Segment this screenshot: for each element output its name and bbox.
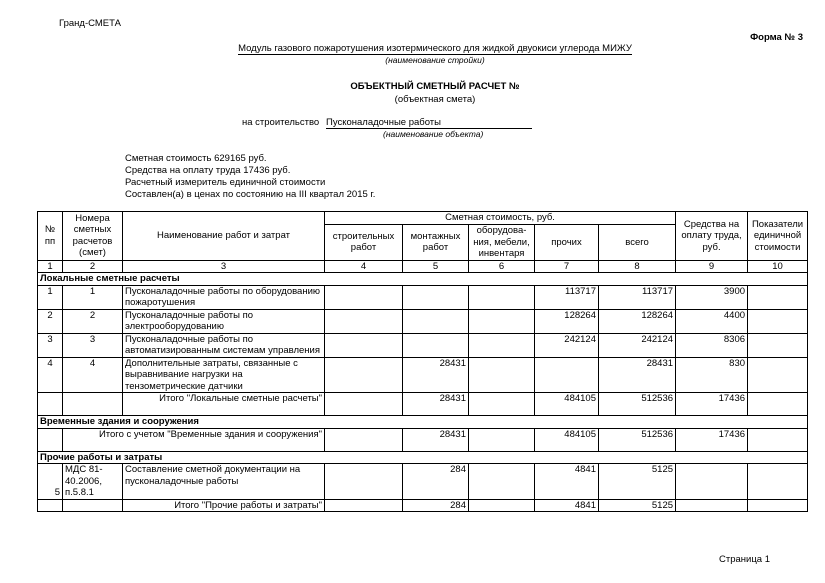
cell-estimate: 2 — [63, 309, 123, 333]
col-number: 2 — [63, 260, 123, 273]
cell-equipment — [469, 333, 535, 357]
cell-wages: 830 — [676, 357, 748, 393]
total-other: 484105 — [535, 428, 599, 451]
object-name: Пусконаладочные работы — [326, 117, 532, 129]
construction-caption: (наименование стройки) — [385, 55, 485, 65]
cell-construction — [325, 333, 403, 357]
cell-installation — [403, 333, 469, 357]
object-caption: (наименование объекта) — [383, 129, 484, 139]
cell-equipment — [469, 285, 535, 309]
cell-installation — [403, 309, 469, 333]
col-number: 3 — [123, 260, 325, 273]
total-row — [38, 499, 808, 512]
cell-estimate: 1 — [63, 285, 123, 309]
total-wages: 17436 — [676, 428, 748, 451]
cell-total: 242124 — [599, 333, 676, 357]
cell-no: 2 — [38, 309, 63, 333]
cell-wages: 3900 — [676, 285, 748, 309]
total-total: 512536 — [599, 428, 676, 451]
cell-construction — [325, 285, 403, 309]
cell-total: 5125 — [599, 464, 676, 500]
cell-unit — [748, 309, 808, 333]
cell-wages: 4400 — [676, 309, 748, 333]
col-number: 6 — [469, 260, 535, 273]
table-row — [38, 309, 808, 333]
section-title-other: Прочие работы и затраты — [38, 451, 808, 464]
cell-total: 28431 — [599, 357, 676, 393]
cell-other: 242124 — [535, 333, 599, 357]
cell-other: 113717 — [535, 285, 599, 309]
col-number: 5 — [403, 260, 469, 273]
cell-installation — [403, 285, 469, 309]
total-installation: 28431 — [403, 393, 469, 416]
cell-total: 128264 — [599, 309, 676, 333]
object-prefix: на строительство — [242, 117, 320, 128]
table-row — [38, 285, 808, 309]
table-row — [38, 464, 808, 500]
total-label: Итого с учетом "Временные здания и сооружения" — [63, 428, 325, 451]
page-number: Страница 1 — [719, 554, 770, 565]
cell-unit — [748, 285, 808, 309]
cell-other — [535, 357, 599, 393]
header-wages: Средства на оплату труда, руб. — [676, 212, 748, 261]
total-row — [38, 393, 808, 416]
cell-other: 4841 — [535, 464, 599, 500]
construction-title: Модуль газового пожаротушения изотермического для жидкой двуокиси углерода МИЖУ — [238, 43, 632, 54]
header-installation: монтажных работ — [403, 225, 469, 261]
col-number: 9 — [676, 260, 748, 273]
total-installation: 28431 — [403, 428, 469, 451]
total-installation: 284 — [403, 499, 469, 512]
table-row — [38, 357, 808, 393]
header-estimate-no: Номера сметных расчетов (смет) — [63, 212, 123, 261]
cell-wages: 8306 — [676, 333, 748, 357]
header-total: всего — [599, 225, 676, 261]
header-construction: строительных работ — [325, 225, 403, 261]
total-label: Итого "Локальные сметные расчеты" — [123, 393, 325, 416]
cell-no: 4 — [38, 357, 63, 393]
cell-construction — [325, 309, 403, 333]
header-unit-cost: Показатели единичной стоимости — [748, 212, 808, 261]
cell-name: Пусконаладочные работы по автоматизированным системам управления — [123, 333, 325, 357]
col-number: 1 — [38, 260, 63, 273]
cell-equipment — [469, 309, 535, 333]
col-number: 8 — [599, 260, 676, 273]
header-cost-group: Сметная стоимость, руб. — [325, 212, 676, 225]
col-number: 4 — [325, 260, 403, 273]
header-other: прочих — [535, 225, 599, 261]
total-other: 484105 — [535, 393, 599, 416]
total-total: 512536 — [599, 393, 676, 416]
cell-no: 1 — [38, 285, 63, 309]
document-title: ОБЪЕКТНЫЙ СМЕТНЫЙ РАСЧЕТ № — [350, 81, 520, 92]
table-row — [38, 333, 808, 357]
cell-installation: 284 — [403, 464, 469, 500]
cell-name: Пусконаладочные работы по оборудованию пожаротушения — [123, 285, 325, 309]
cell-construction — [325, 357, 403, 393]
cell-unit — [748, 333, 808, 357]
unit-meter: Расчетный измеритель единичной стоимости — [125, 177, 326, 188]
estimate-table — [37, 211, 808, 512]
header-no: № пп — [38, 212, 63, 261]
header-equipment: оборудова-ния, мебели, инвентаря — [469, 225, 535, 261]
total-other: 4841 — [535, 499, 599, 512]
total-row — [38, 428, 808, 451]
col-number: 10 — [748, 260, 808, 273]
col-number: 7 — [535, 260, 599, 273]
total-label: Итого "Прочие работы и затраты" — [123, 499, 325, 512]
cell-estimate: 4 — [63, 357, 123, 393]
cell-estimate: МДС 81-40.2006, п.5.8.1 — [63, 464, 123, 500]
cell-installation: 28431 — [403, 357, 469, 393]
cell-name: Пусконаладочные работы по электрооборудованию — [123, 309, 325, 333]
cell-name: Составление сметной документации на пусконаладочные работы — [123, 464, 325, 500]
document-subtitle: (объектная смета) — [394, 94, 476, 105]
form-number: Форма № 3 — [750, 32, 803, 43]
cell-other: 128264 — [535, 309, 599, 333]
cell-no: 3 — [38, 333, 63, 357]
estimated-cost: Сметная стоимость 629165 руб. — [125, 153, 267, 164]
cell-total: 113717 — [599, 285, 676, 309]
cell-no: 5 — [38, 464, 63, 500]
header-name: Наименование работ и затрат — [123, 212, 325, 261]
total-wages: 17436 — [676, 393, 748, 416]
total-total: 5125 — [599, 499, 676, 512]
cell-unit — [748, 357, 808, 393]
section-title-local: Локальные сметные расчеты — [38, 273, 808, 286]
cell-estimate: 3 — [63, 333, 123, 357]
cell-equipment — [469, 357, 535, 393]
price-level: Составлен(а) в ценах по состоянию на III квартал 2015 г. — [125, 189, 376, 200]
program-name: Гранд-СМЕТА — [59, 18, 121, 29]
wage-funds: Средства на оплату труда 17436 руб. — [125, 165, 291, 176]
cell-name: Дополнительные затраты, связанные с выравнивание нагрузки на тензометрические датчики — [123, 357, 325, 393]
section-title-temporary: Временные здания и сооружения — [38, 416, 808, 429]
